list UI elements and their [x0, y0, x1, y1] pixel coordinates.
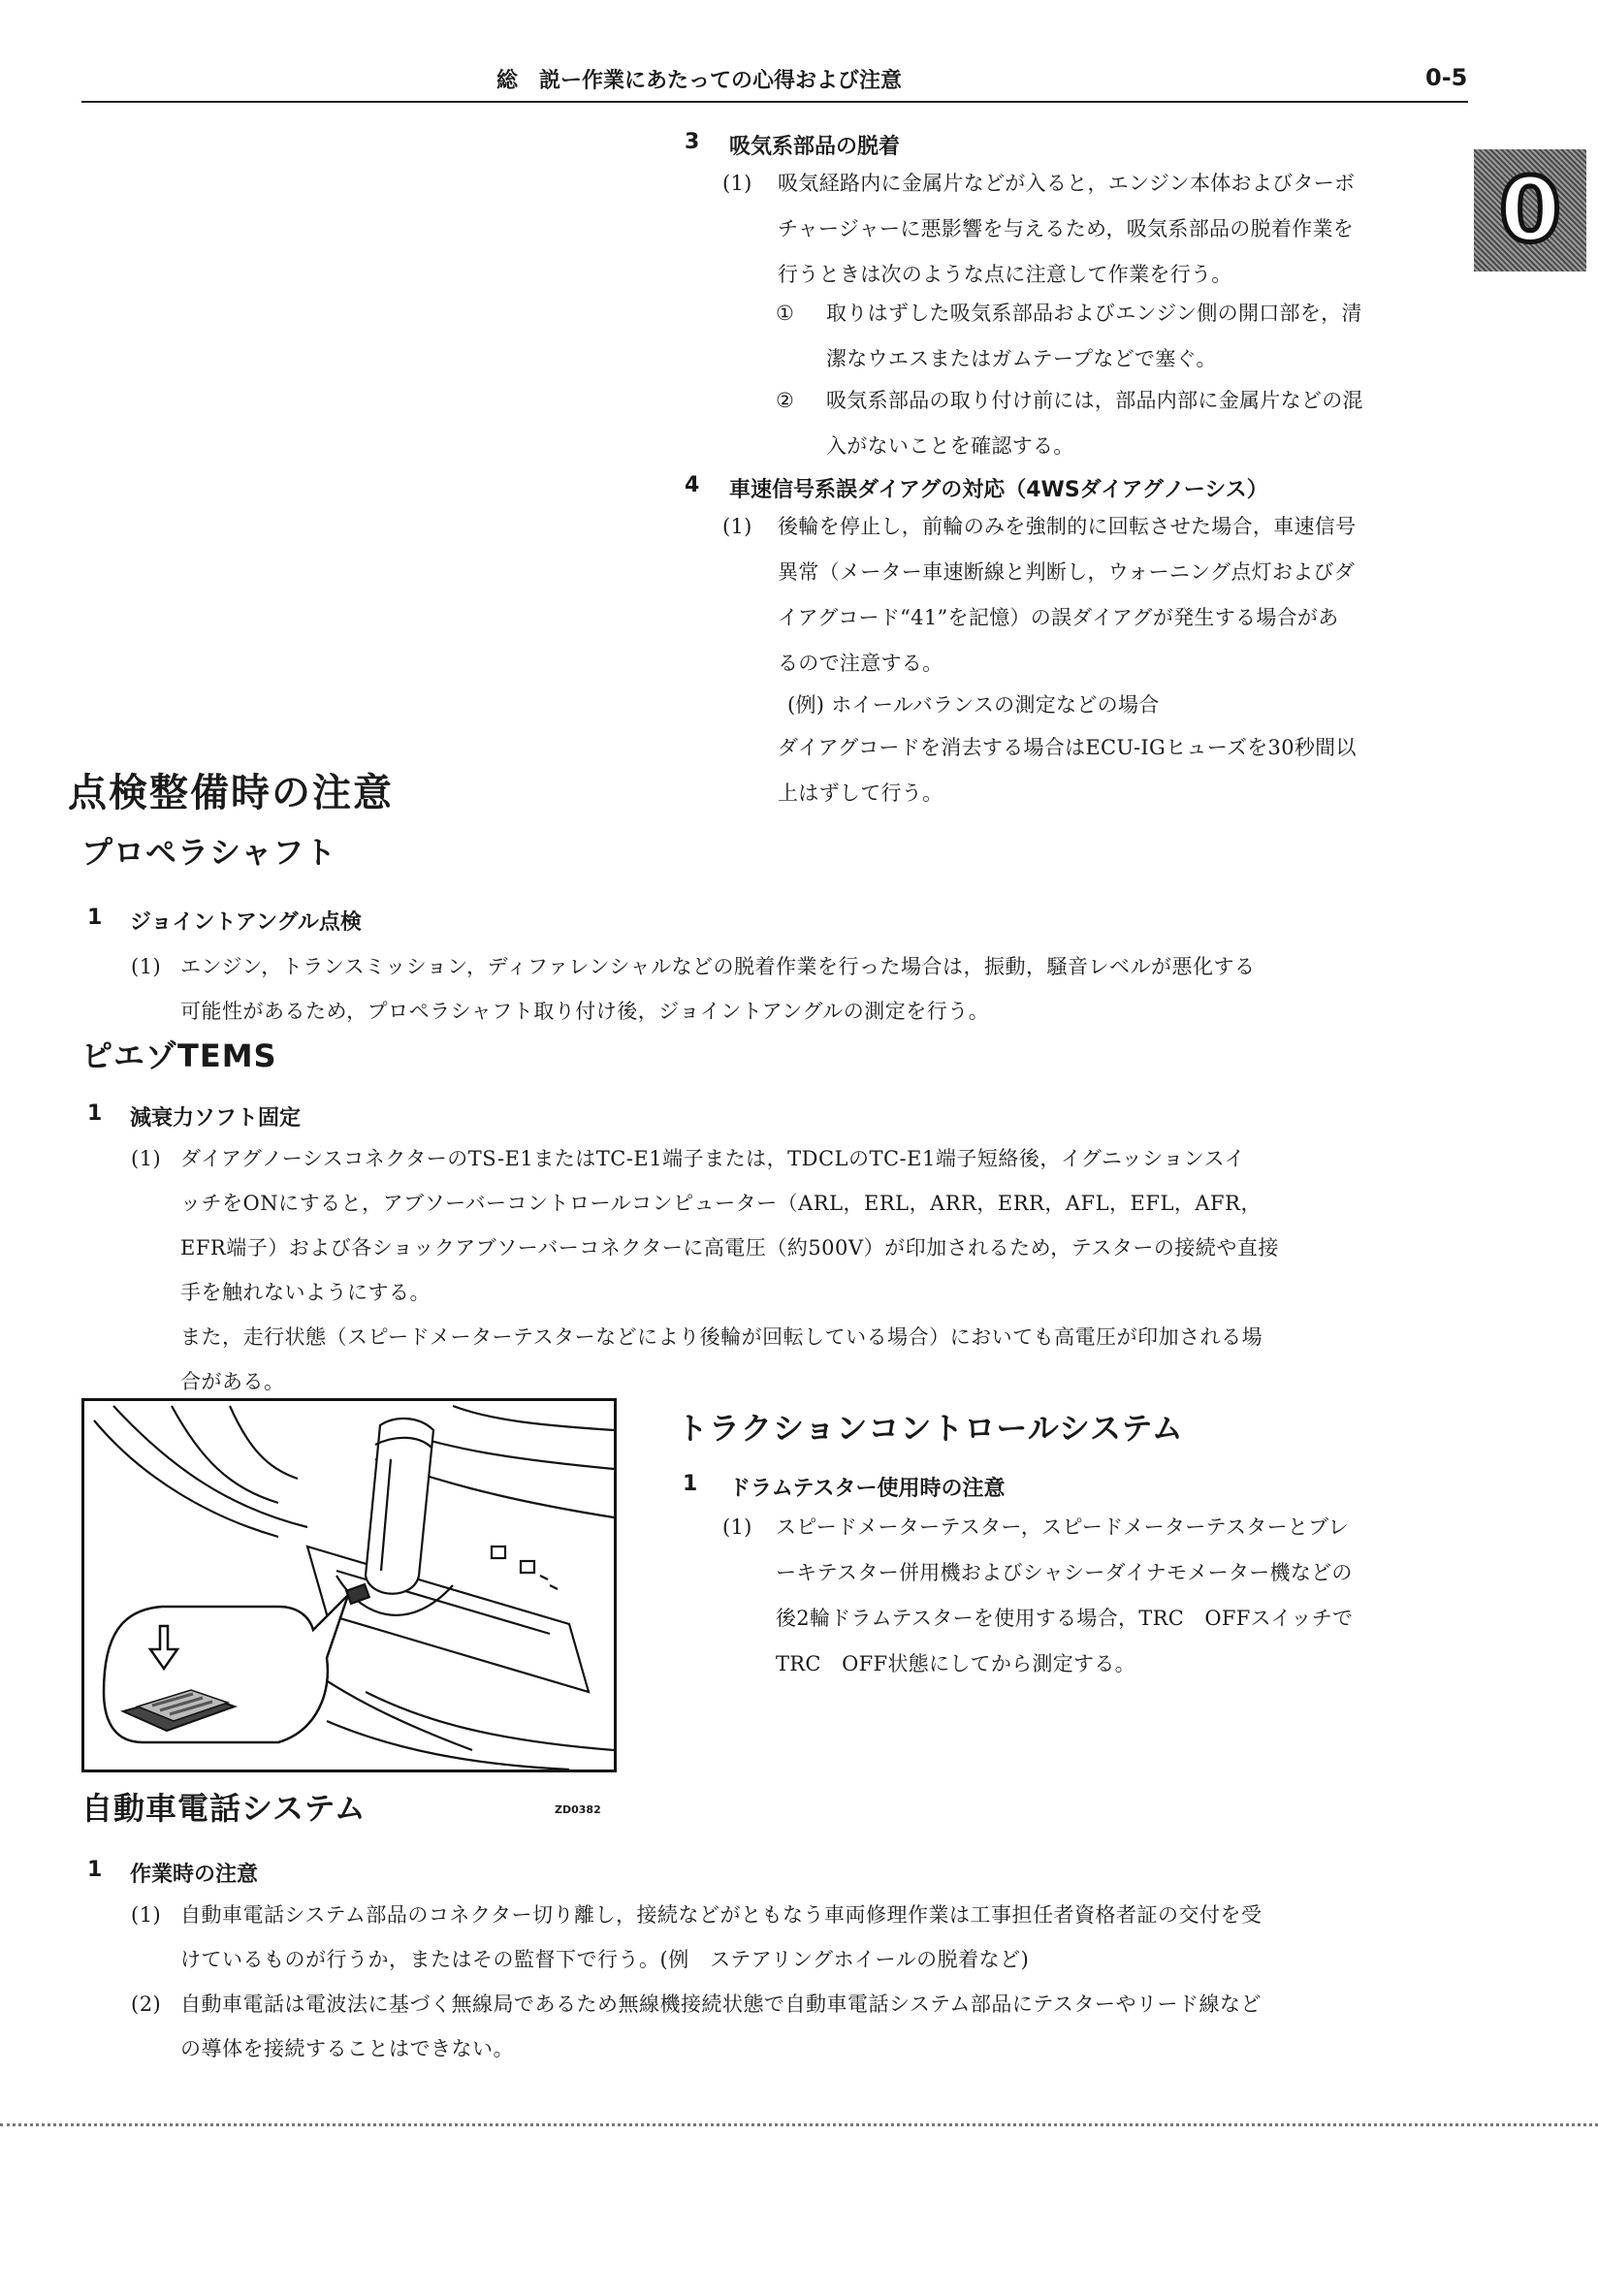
tems-item1-line: ッチをONにすると，アブソーバーコントロールコンピューター（ARL，ERL，ARR，ERR，AFL，EFL，AFR，	[180, 1192, 1262, 1215]
speed-note-line: 上はずして行う。	[778, 781, 943, 805]
intake-item1-line: 吸気経路内に金属片などが入ると，エンジン本体およびターボ	[778, 172, 1356, 195]
intake-heading: 吸気系部品の脱着	[729, 135, 901, 159]
traction-item1	[776, 1505, 1474, 1687]
propeller-item1	[180, 944, 1480, 1034]
phone-item1	[180, 1893, 1480, 1982]
speed-note	[778, 725, 1476, 816]
shift-lever-figure	[81, 1398, 617, 1772]
phone-item2-line: の導体を接続することはできない。	[180, 2037, 514, 2060]
phone-item1-label: (1)	[131, 1903, 162, 1927]
intake-sub1	[826, 291, 1476, 382]
chapter-tab-label: 0	[1498, 158, 1561, 262]
intake-sub1-line: 取りはずした吸気系部品およびエンジン側の開口部を，清	[826, 302, 1362, 325]
phone-heading: 自動車電話システム	[81, 1790, 367, 1827]
intake-sub2	[826, 378, 1476, 469]
speed-item1-line: 後輪を停止し，前輪のみを強制的に回転させた場合，車速信号	[778, 515, 1357, 538]
intake-item1	[778, 161, 1476, 298]
tems-item1-line: また，走行状態（スピードメーターテスターなどにより後輪が回転している場合）においても高電圧が印加される場	[180, 1325, 1263, 1349]
page-number: 0-5	[1425, 64, 1468, 91]
intake-sub2-line: 吸気系部品の取り付け前には，部品内部に金属片などの混	[826, 389, 1363, 412]
tems-item1-line: 手を触れないようにする。	[180, 1281, 431, 1304]
intake-item1-line: チャージャーに悪影響を与えるため，吸気系部品の脱着作業を	[778, 217, 1355, 240]
propeller-heading: プロペラシャフト	[81, 834, 337, 871]
speed-item1-label: (1)	[722, 515, 752, 538]
traction-item1-line: TRC OFF状態にしてから測定する。	[776, 1652, 1135, 1675]
propeller-num: 1	[87, 906, 103, 930]
phone-subheading: 作業時の注意	[130, 1863, 259, 1887]
phone-item2	[180, 1982, 1480, 2071]
propeller-subheading: ジョイントアングル点検	[130, 910, 362, 935]
phone-num: 1	[87, 1858, 103, 1882]
intake-sub1-mark: ①	[776, 302, 795, 325]
tems-item1	[180, 1136, 1480, 1404]
tems-num: 1	[87, 1101, 103, 1126]
intake-sub1-line: 潔なウエスまたはガムテープなどで塞ぐ。	[826, 347, 1217, 370]
speed-item1-line: 異常（メーター車速断線と判断し，ウォーニング点灯およびダ	[778, 560, 1356, 584]
speed-heading: 車速信号系誤ダイアグの対応（4WSダイアグノーシス）	[729, 478, 1268, 502]
phone-item2-label: (2)	[131, 1993, 162, 2016]
main-heading: 点検整備時の注意	[68, 771, 394, 815]
header-rule	[81, 101, 1468, 103]
intake-sub2-mark: ②	[776, 389, 795, 412]
speed-num: 4	[685, 473, 700, 497]
intake-num: 3	[685, 130, 700, 154]
callout-bubble	[104, 1595, 348, 1742]
propeller-item1-label: (1)	[131, 955, 162, 978]
shift-lever-illustration	[84, 1401, 614, 1770]
tems-item1-label: (1)	[131, 1147, 162, 1170]
footer-dotted-rule	[0, 2123, 1598, 2126]
traction-item1-line: ーキテスター併用機およびシャシーダイナモメーター機などの	[776, 1561, 1353, 1584]
running-header-title: 総 説ー作業にあたっての心得および注意	[496, 69, 903, 93]
traction-heading: トラクションコントロールシステム	[677, 1410, 1184, 1447]
phone-item1-line: 自動車電話システム部品のコネクター切り離し，接続などがともなう車両修理作業は工事担任者資格者証の交付を受	[180, 1903, 1262, 1927]
tems-item1-line: ダイアグノーシスコネクターのTS-E1またはTC-E1端子または，TDCLのTC-E1端子短絡後，イグニッションスイ	[180, 1147, 1246, 1170]
chapter-tab	[1474, 149, 1586, 271]
tems-item1-line: EFR端子）および各ショックアブソーバーコネクターに高電圧（約500V）が印加されるため，テスターの接続や直接	[180, 1236, 1279, 1260]
traction-num: 1	[683, 1472, 698, 1496]
speed-example: (例) ホイールバランスの測定などの場合	[787, 693, 1160, 717]
phone-item2-line: 自動車電話は電波法に基づく無線局であるため無線機接続状態で自動車電話システム部品にテスターやリード線など	[180, 1993, 1262, 2016]
traction-item1-line: スピードメーターテスター，スピードメーターテスターとブレ	[776, 1515, 1349, 1539]
propeller-item1-line: エンジン，トランスミッション，ディファレンシャルなどの脱着作業を行った場合は，振動，騒音レベルが悪化する	[180, 955, 1256, 978]
tems-heading: ピエゾTEMS	[81, 1037, 277, 1074]
figure-code: ZD0382	[555, 1803, 601, 1816]
speed-note-line: ダイアグコードを消去する場合はECU-IGヒューズを30秒間以	[778, 736, 1357, 759]
phone-item1-line: けているものが行うか，またはその監督下で行う。(例 ステアリングホイールの脱着など)	[180, 1948, 1030, 1971]
traction-item1-label: (1)	[722, 1515, 752, 1539]
speed-item1	[778, 504, 1476, 686]
propeller-item1-line: 可能性があるため，プロペラシャフト取り付け後，ジョイントアングルの測定を行う。	[180, 1000, 990, 1023]
tems-subheading: 減衰力ソフト固定	[130, 1106, 302, 1131]
intake-item1-line: 行うときは次のような点に注意して作業を行う。	[778, 263, 1232, 286]
traction-item1-line: 後2輪ドラムテスターを使用する場合，TRC OFFスイッチで	[776, 1607, 1354, 1630]
intake-item1-label: (1)	[722, 172, 752, 195]
speed-item1-line: るので注意する。	[778, 652, 943, 675]
speed-item1-line: イアグコード“41”を記憶）の誤ダイアグが発生する場合があ	[778, 606, 1339, 629]
intake-sub2-line: 入がないことを確認する。	[826, 434, 1074, 458]
traction-subheading: ドラムテスター使用時の注意	[729, 1477, 1006, 1501]
tems-item1-line: 合がある。	[180, 1370, 285, 1393]
